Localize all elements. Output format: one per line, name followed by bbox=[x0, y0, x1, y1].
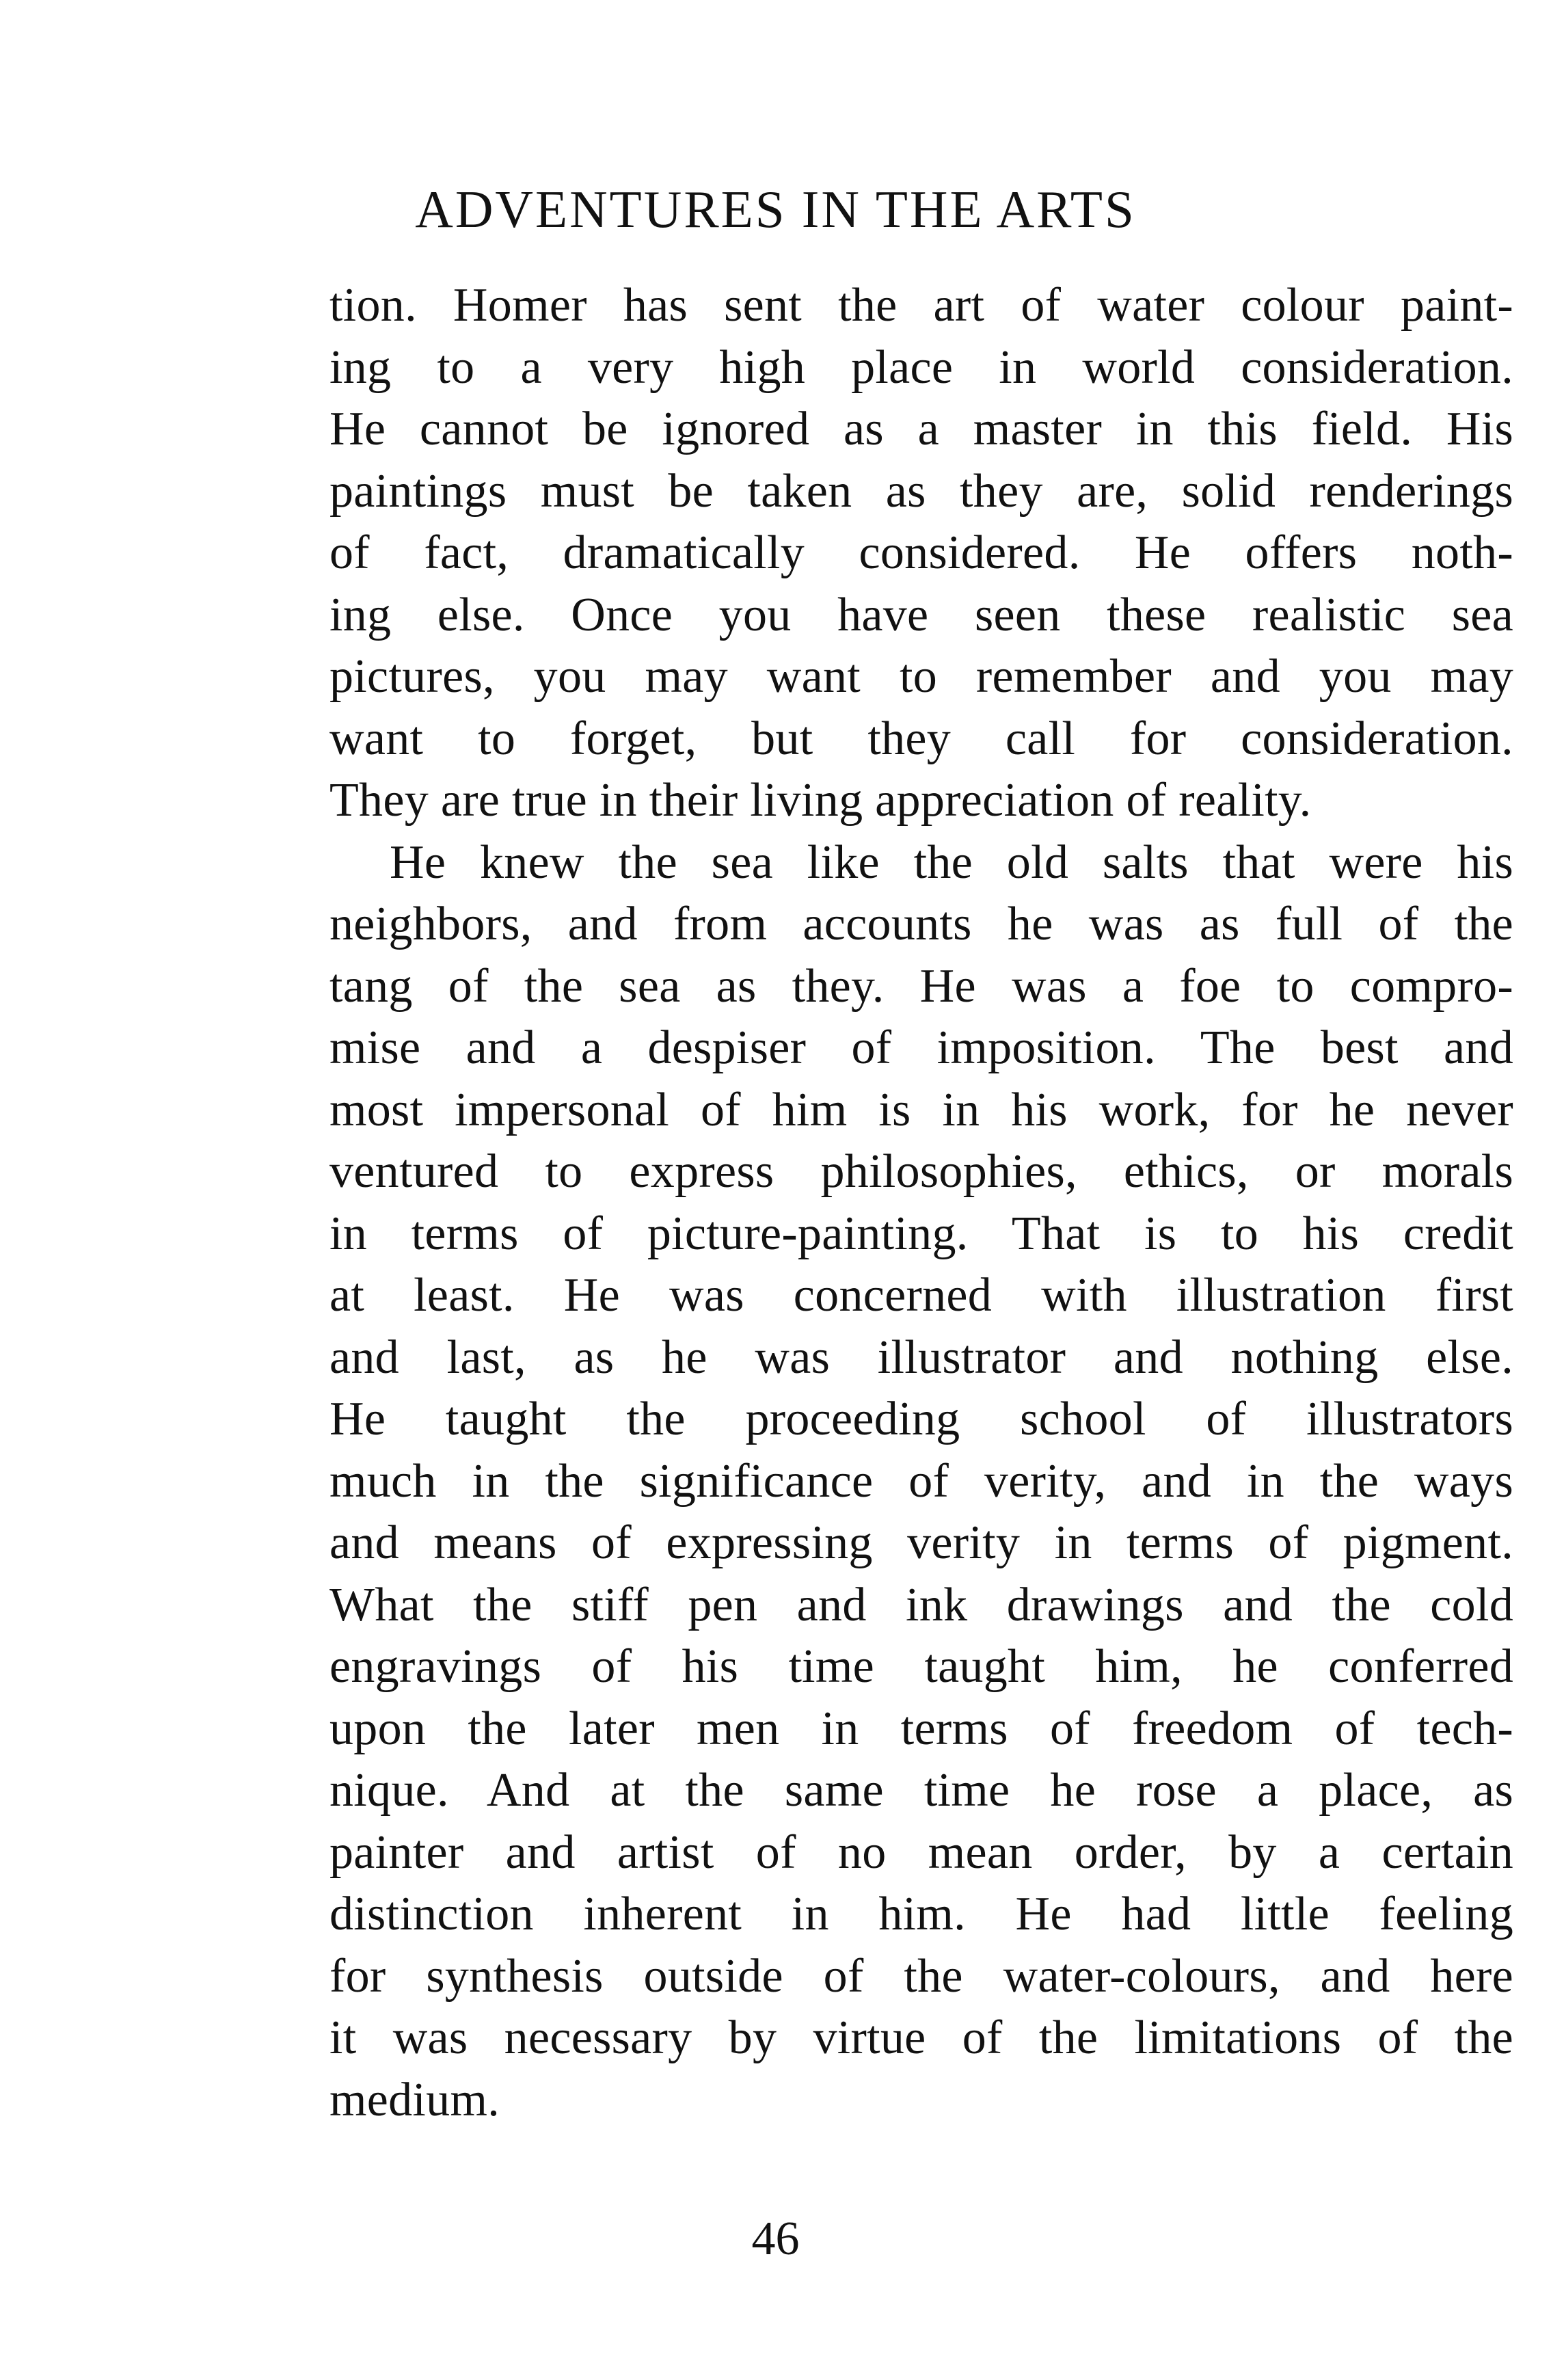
paragraph-2 bbox=[329, 832, 1513, 2132]
text-line: distinction inherent in him. He had little feeling bbox=[329, 1888, 1513, 1940]
body-text bbox=[329, 275, 1513, 2131]
text-line: engravings of his time taught him, he conferred bbox=[329, 1640, 1513, 1693]
text-line: mise and a despiser of imposition. The best and bbox=[329, 1021, 1513, 1074]
text-line: tang of the sea as they. He was a foe to compro- bbox=[329, 959, 1513, 1013]
text-line: and last, as he was illustrator and nothing else. bbox=[329, 1331, 1513, 1384]
text-line: it was necessary by virtue of the limitations of the bbox=[329, 2011, 1513, 2064]
text-line: and means of expressing verity in terms of pigment. bbox=[329, 1516, 1513, 1569]
text-line: at least. He was concerned with illustration first bbox=[329, 1269, 1513, 1322]
text-line: He knew the sea like the old salts that were his bbox=[390, 835, 1513, 889]
text-line: ventured to express philosophies, ethics, or morals bbox=[329, 1145, 1513, 1198]
paragraph-1 bbox=[329, 275, 1513, 832]
text-line: want to forget, but they call for consideration. bbox=[329, 712, 1513, 765]
text-line: paintings must be taken as they are, solid renderings bbox=[329, 464, 1513, 518]
text-line: of fact, dramatically considered. He offers noth- bbox=[329, 526, 1513, 579]
text-line: He cannot be ignored as a master in this field. His bbox=[329, 403, 1513, 455]
text-line: What the stiff pen and ink drawings and the cold bbox=[329, 1578, 1513, 1631]
text-line: ing to a very high place in world consideration. bbox=[329, 340, 1513, 394]
running-head: ADVENTURES IN THE ARTS bbox=[415, 180, 1136, 239]
text-line: upon the later men in terms of freedom of tech- bbox=[329, 1702, 1513, 1755]
text-line: tion. Homer has sent the art of water colour paint- bbox=[329, 279, 1513, 332]
text-line: They are true in their living appreciation of reality. bbox=[329, 774, 1312, 827]
text-line: much in the significance of verity, and in the ways bbox=[329, 1454, 1513, 1508]
text-line: in terms of picture-painting. That is to his credit bbox=[329, 1207, 1513, 1260]
text-line: neighbors, and from accounts he was as full of the bbox=[329, 898, 1513, 950]
page-number: 46 bbox=[751, 2212, 800, 2265]
text-line: for synthesis outside of the water-colours, and here bbox=[329, 1949, 1513, 2003]
text-line: most impersonal of him is in his work, for he never bbox=[329, 1083, 1513, 1136]
text-line: ing else. Once you have seen these realistic sea bbox=[329, 588, 1513, 641]
text-line: medium. bbox=[329, 2073, 500, 2126]
text-line: pictures, you may want to remember and you may bbox=[329, 650, 1513, 703]
text-line: He taught the proceeding school of illustrators bbox=[329, 1393, 1513, 1445]
text-line: nique. And at the same time he rose a place, as bbox=[329, 1764, 1513, 1817]
text-line: painter and artist of no mean order, by a certain bbox=[329, 1826, 1513, 1879]
